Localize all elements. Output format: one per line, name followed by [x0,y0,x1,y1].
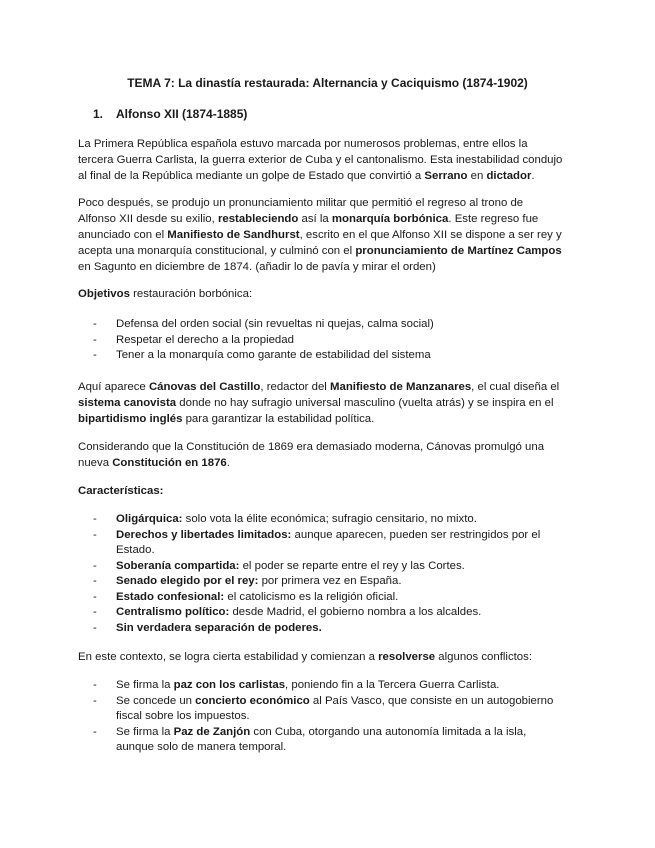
list-item: - Sin verdadera separación de poderes. [93,621,322,634]
text-line: en Sagunto en diciembre de 1874. (añadir lo de pavía y mirar el orden) [78,261,436,273]
text-line: nueva Constitución en 1876. [78,457,230,469]
list-item: - Se firma la Paz de Zanjón con Cuba, otorgando una autonomía limitada a la isla, aunque solo de manera temporal. [93,725,527,753]
section-label: Alfonso XII (1874-1885) [116,107,248,121]
objetivos-list [93,317,434,364]
list-item: - Oligárquica: solo vota la élite económica; sufragio censitario, no mixto. [93,513,477,525]
list-item: - Estado confesional: el catolicismo es la religión oficial. [93,590,399,603]
paragraph-restauracion [78,195,562,275]
text-line: anunciado con el Manifiesto de Sandhurst, escrito en el que Alfonso XII se dispone a ser rey y [78,229,562,241]
text-line: al final de la República mediante un golpe de Estado que convirtió a Serrano en dictador. [78,170,535,182]
list-item: - Tener a la monarquía como garante de estabilidad del sistema [93,349,431,361]
text-line: Aquí aparece Cánovas del Castillo, redactor del Manifiesto de Manzanares, el cual diseña el [78,381,560,393]
text-line: acepta una monarquía constitucional, y culminó con el pronunciamiento de Martínez Campos [78,245,562,257]
text-line: sistema canovista donde no hay sufragio universal masculino (vuelta atrás) y se inspira en el [78,397,554,409]
text-line: En este contexto, se logra cierta estabilidad y comienzan a resolverse algunos conflictos: [78,651,533,663]
page-title: TEMA 7: La dinastía restaurada: Alternancia y Caciquismo (1874-1902) [127,76,528,90]
text-line: Características: [78,485,164,497]
list-item: - Se concede un concierto económico al País Vasco, que consiste en un autogobierno fiscal sobre los impuestos. [93,694,554,722]
section-number: 1. [93,107,104,121]
list-item: - Soberanía compartida: el poder se reparte entre el rey y las Cortes. [93,559,465,572]
list-item: - Senado elegido por el rey: por primera vez en España. [93,575,402,587]
paragraph-intro [78,136,562,184]
text-line: Alfonso XII desde su exilio, restableciendo así la monarquía borbónica. Este regreso fue [78,213,539,225]
text-line: Considerando que la Constitución de 1869 era demasiado moderna, Cánovas promulgó una [78,441,545,453]
paragraph-canovas [78,379,559,427]
paragraph-objetivos [78,286,252,302]
list-item: - Derechos y libertades limitados: aunque aparecen, pueden ser restringidos por el Estado. [93,528,541,556]
text-line: tercera Guerra Carlista, la guerra exterior de Cuba y el cantonalismo. Esta inestabilidad condujo [78,154,563,166]
text-line: Poco después, se produjo un pronunciamiento militar que permitió el regreso al trono de [78,197,524,209]
text-line: Objetivos restauración borbónica: [78,288,253,300]
text-line: bipartidismo inglés para garantizar la estabilidad política. [78,413,375,425]
list-item: - Se firma la paz con los carlistas, poniendo fin a la Tercera Guerra Carlista. [93,679,500,691]
text-line: La Primera República española estuvo marcada por numerosos problemas, entre ellos la [78,138,528,150]
list-item: - Respetar el derecho a la propiedad [93,333,294,346]
list-item: - Centralismo político: desde Madrid, el gobierno nombra a los alcaldes. [93,606,482,618]
paragraph-caracteristicas [78,483,163,499]
conflictos-list [93,678,553,756]
caracteristicas-list [93,512,540,636]
paragraph-constitucion [78,439,544,471]
list-item: - Defensa del orden social (sin revueltas ni quejas, calma social) [93,318,434,330]
paragraph-estabilidad [78,649,532,665]
section-heading [93,107,247,122]
